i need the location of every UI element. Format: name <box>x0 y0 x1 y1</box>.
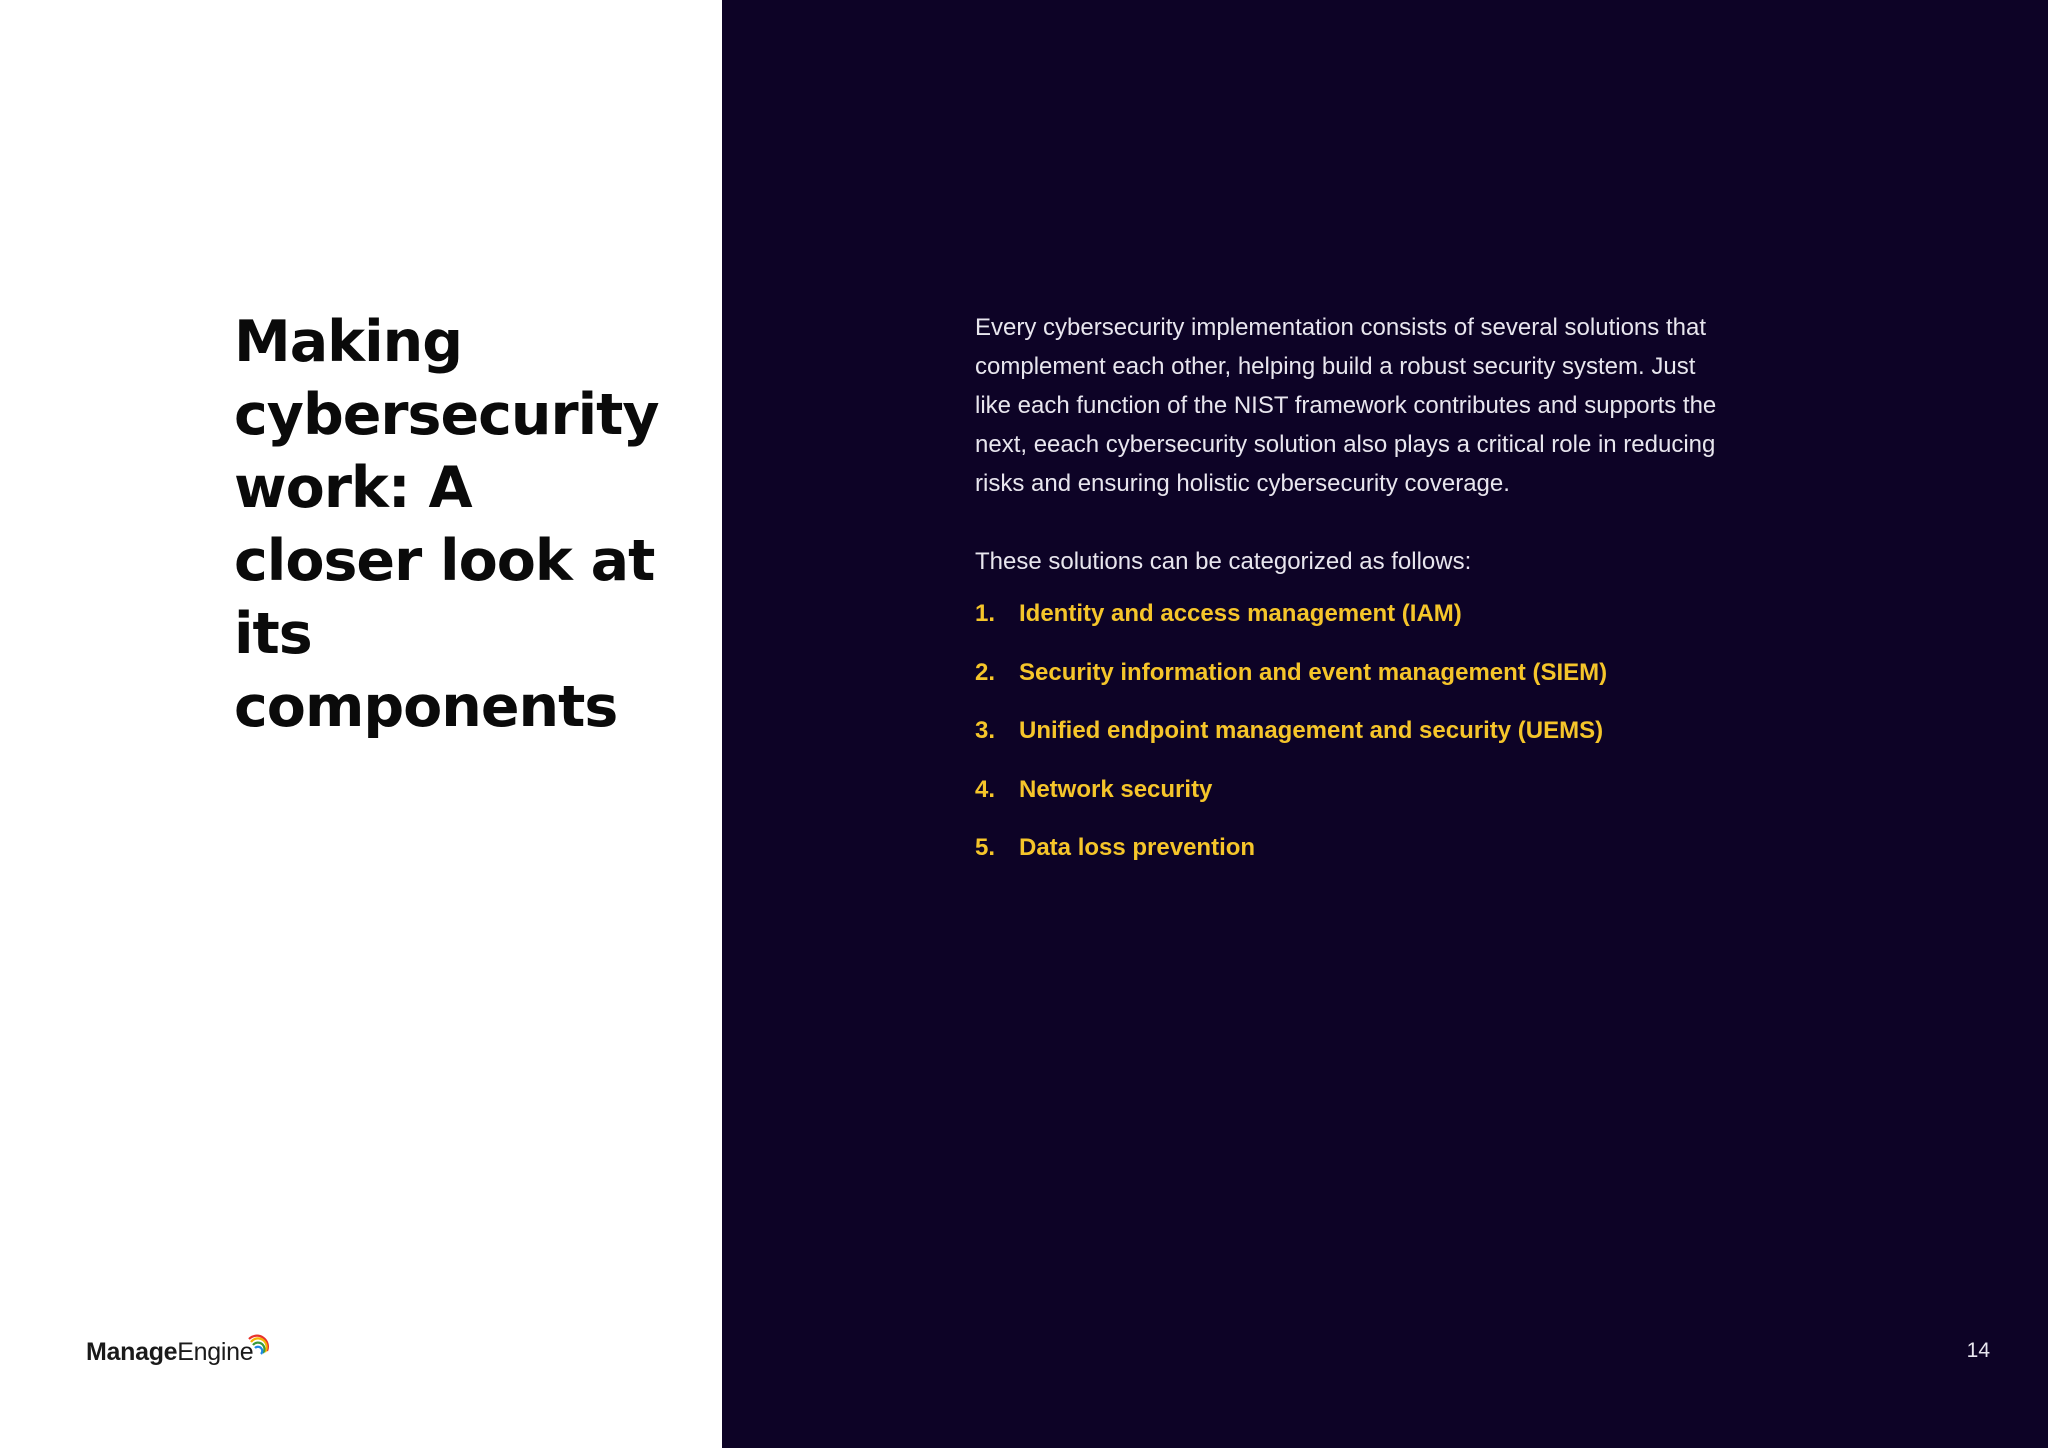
manageengine-logo <box>86 1326 271 1366</box>
list-item <box>975 658 1725 688</box>
list-item-number: 2. <box>975 658 996 686</box>
list-item-label: Security information and event management (SIEM) <box>1019 658 1608 686</box>
list-item-number: 5. <box>975 834 996 861</box>
left-panel <box>0 0 722 1448</box>
list-item <box>975 599 1725 629</box>
list-item-number: 3. <box>975 717 996 744</box>
page-title: Making cybersecurity work: A closer look at its components <box>234 309 659 740</box>
logo-text <box>86 1338 253 1366</box>
list-item <box>975 833 1725 863</box>
lead-paragraph: These solutions can be categorized as follows: <box>975 548 1472 575</box>
list-item <box>975 775 1725 805</box>
list-item-number: 4. <box>975 775 996 803</box>
list-item-label: Data loss prevention <box>1019 834 1256 861</box>
content-column <box>975 308 1725 892</box>
page-number: 14 <box>1966 1339 1990 1362</box>
list-item-label: Network security <box>1019 775 1213 803</box>
list-item-label: Identity and access management (IAM) <box>1019 600 1462 627</box>
list-item-number: 1. <box>975 600 996 627</box>
solutions-list <box>975 599 1725 863</box>
list-item-label: Unified endpoint management and security (UEMS) <box>1019 717 1604 744</box>
logo-text-manage: Manage <box>86 1338 178 1366</box>
logo-text-engine: Engine <box>177 1338 254 1366</box>
intro-paragraph: Every cybersecurity implementation consists of several solutions that complement each other, helping build a robust security system. Just like each function of the NIST framework contributes and supports the next, eeach cybersecurity solution also plays a critical role in reducing risks and ensuring holistic cybersecurity coverage. <box>975 314 1717 497</box>
logo-arc-icon <box>245 1330 271 1360</box>
list-item <box>975 716 1725 746</box>
